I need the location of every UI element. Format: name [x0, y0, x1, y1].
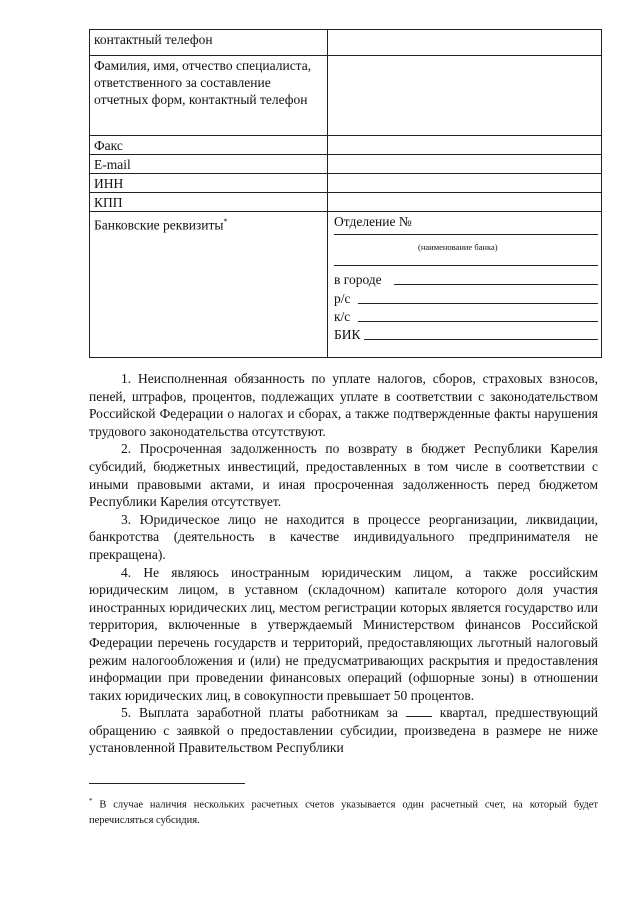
table-row	[90, 136, 602, 155]
row-value	[328, 136, 602, 155]
bank-name-caption: (наименование банка)	[418, 242, 498, 252]
table-row	[90, 30, 602, 56]
city-label: в городе	[334, 272, 382, 287]
row-value	[328, 56, 602, 136]
bik-label: БИК	[334, 327, 361, 342]
paragraph-1: 1. Неисполненная обязанность по уплате налогов, сборов, страховых взносов, пеней, штрафов, процентов, подлежащих уплате в соответствии с законодательством Российской Федерации о налогах и сборах, а также подтвержденные факты нарушения трудового законодательства отсутствуют.	[89, 371, 598, 439]
paragraph-2: 2. Просроченная задолженность по возврату в бюджет Республики Карелия субсидий, бюджетных инвестиций, предоставленных в том числе в соответствии с иными правовыми актами, и иная просроченная задолженность перед бюджетом Республики Карелия отсутствует.	[89, 441, 598, 510]
row-label: E-mail	[90, 155, 328, 174]
footnote-separator	[89, 783, 245, 784]
footnote-text: В случае наличия нескольких расчетных счетов указывается один расчетный счет, на который будет перечисляться субсидия.	[89, 799, 599, 826]
ks-label: к/с	[334, 309, 351, 324]
bank-label-cell	[90, 212, 328, 358]
paragraph-4: 4. Не являюсь иностранным юридическим лицом, а также российским юридическим лицом, в уставном (складочном) капитале которого доля участия иностранных юридических лиц, местом регистрации которых является государство или территория, включенные в утверждаемый Министерством финансов Российской Федерации перечень государств и территорий, предоставляющих льготный налоговый режим налогообложения и (или) не предусматривающих раскрытия и предоставления информации при проведении финансовых операций (офшорные зоны) в отношении таких юридических лиц, в совокупности превышает 50 процентов.	[89, 564, 598, 703]
table-row-bank	[90, 212, 602, 358]
paragraph-3: 3. Юридическое лицо не находится в процессе реорганизации, ликвидации, банкротства (деятельность в качестве индивидуального предпринимателя не прекращена).	[89, 511, 598, 562]
row-label: контактный телефон	[90, 30, 328, 56]
paragraph-5-end: квартал, предшествующий обращению с заявкой о предоставлении субсидии, произведена в размере не ниже установленной Правительством Республики	[89, 705, 598, 756]
row-label: ИНН	[90, 174, 328, 193]
row-label: Факс	[90, 136, 328, 155]
paragraph-5-start: 5. Выплата заработной платы работникам за	[121, 705, 398, 721]
table-row	[90, 174, 602, 193]
bank-name-line	[334, 234, 598, 235]
bank-label: Банковские реквизиты	[94, 217, 224, 233]
paragraph-5	[89, 704, 598, 757]
footnote-mark: *	[89, 797, 93, 805]
rs-line	[358, 303, 598, 304]
ks-line	[358, 321, 598, 322]
rs-label: р/с	[334, 291, 351, 306]
table-row	[90, 155, 602, 174]
bik-line	[364, 339, 598, 340]
bank-details-cell	[328, 212, 602, 358]
bank-details	[332, 213, 597, 357]
row-label: КПП	[90, 193, 328, 212]
footnote-marker: *	[223, 217, 228, 226]
row-value	[328, 193, 602, 212]
row-value	[328, 155, 602, 174]
city-line	[394, 284, 598, 285]
row-value	[328, 174, 602, 193]
table-row	[90, 193, 602, 212]
row-label: Фамилия, имя, отчество специалиста, ответственного за составление отчетных форм, контактный телефон	[90, 56, 328, 136]
bank-name-line-2	[334, 265, 598, 266]
table-row	[90, 56, 602, 136]
row-value	[328, 30, 602, 56]
footnote	[89, 794, 598, 828]
statements-text	[89, 370, 598, 757]
quarter-blank	[406, 706, 432, 717]
branch-label: Отделение №	[334, 214, 412, 229]
requisites-table	[89, 29, 602, 358]
